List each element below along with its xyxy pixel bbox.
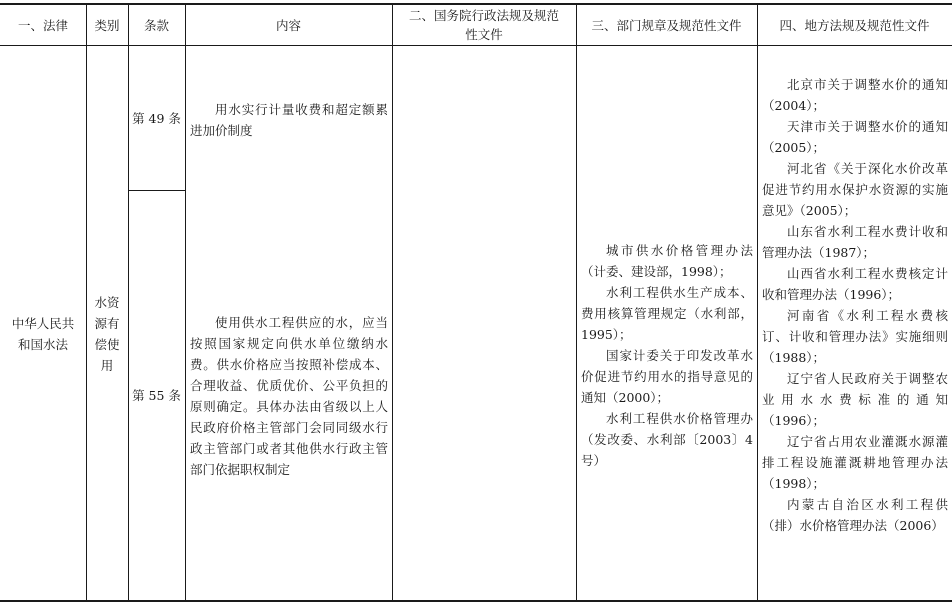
dept-rules-list	[581, 240, 753, 471]
dept-rule-item: 水利工程供水生产成本、费用核算管理规定（水利部，1995）；	[581, 285, 753, 342]
col-divider-4	[392, 5, 393, 601]
header-local-regs: 四、地方法规及规范性文件	[779, 17, 930, 33]
local-reg-item: 北京市关于调整水价的通知（2004）；	[762, 77, 948, 113]
table-top-rule	[0, 3, 952, 5]
local-reg-item: 天津市关于调整水价的通知（2005）；	[762, 119, 948, 155]
dept-rule-item: 水利工程供水价格管理办（发改委、水利部〔2003〕4号）	[581, 411, 753, 468]
header-dept-rules: 三、部门规章及规范性文件	[591, 17, 742, 33]
table-bottom-rule	[0, 600, 952, 602]
local-reg-item: 山西省水利工程水费核定计收和管理办法（1996）；	[762, 266, 948, 302]
content-49-text: 用水实行计量收费和超定额累进加价制度	[190, 102, 388, 138]
content-55	[190, 312, 388, 480]
col-divider-1	[86, 5, 87, 601]
dept-rule-item: 国家计委关于印发改革水价促进节约用水的指导意见的通知（2000）；	[581, 348, 753, 405]
local-reg-item: 辽宁省人民政府关于调整农业用水水费标准的通知（1996）；	[762, 371, 948, 428]
local-reg-item: 辽宁省占用农业灌溉水源灌排工程设施灌溉耕地管理办法（1998）；	[762, 434, 948, 491]
category-name: 水资源有偿使用	[94, 295, 120, 373]
local-regs-list	[762, 74, 948, 536]
header-article: 条款	[143, 17, 169, 33]
local-reg-item: 河北省《关于深化水价改革促进节约用水保护水资源的实施意见》（2005）；	[762, 161, 948, 218]
article-49: 第 49 条	[132, 110, 181, 126]
dept-rule-item: 城市供水价格管理办法（计委、建设部，1998）；	[581, 243, 753, 279]
local-reg-item: 内蒙古自治区水利工程供（排）水价格管理办法（2006）	[762, 497, 948, 533]
law-name: 中华人民共和国水法	[11, 316, 75, 352]
content-49	[190, 99, 388, 141]
article-55: 第 55 条	[132, 388, 181, 403]
local-reg-item: 山东省水利工程水费计收和管理办法（1987）；	[762, 224, 948, 260]
header-law: 一、法律	[17, 17, 68, 33]
col-divider-5	[576, 5, 577, 601]
header-content: 内容	[275, 17, 301, 33]
header-admin-regulations: 二、国务院行政法规及规范性文件	[408, 8, 559, 42]
local-reg-item: 河南省《水利工程水费核订、计收和管理办法》实施细则（1988）；	[762, 308, 948, 365]
header-category: 类别	[94, 17, 120, 33]
content-55-text: 使用供水工程供应的水，应当按照国家规定向供水单位缴纳水费。供水价格应当按照补偿成本、合理收益、优质优价、公平负担的原则确定。具体办法由省级以上人民政府价格主管部门会同同级水行政主管部门或者其他供水行政主管部门依据职权制定	[190, 315, 388, 477]
col-divider-3	[185, 5, 186, 601]
col-divider-6	[757, 5, 758, 601]
